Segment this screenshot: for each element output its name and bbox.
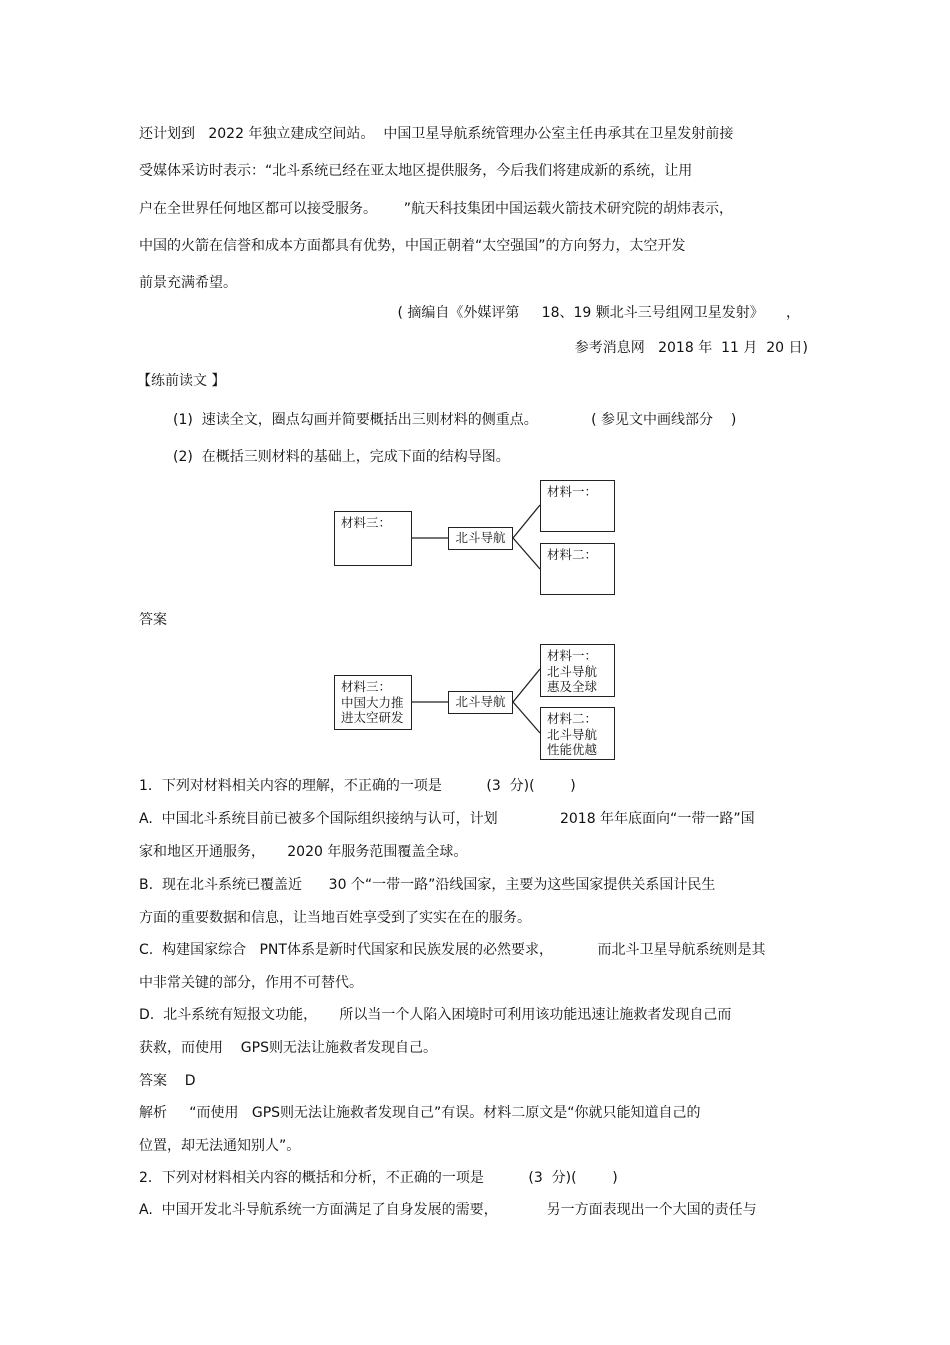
prereading-question-1: (1) 速读全文，圈点勾画并简要概括出三则材料的侧重点。 ( 参见文中画线部分 ) [173,412,737,428]
q1-option-a-line-1: A. 中国北斗系统目前已被多个国际组织接纳与认可，计划 2018 年年底面向“一带一路”国 [139,811,755,827]
q2-option-a-line-1: A. 中国开发北斗导航系统一方面满足了自身发展的需要， 另一方面表现出一个大国的责任与 [139,1202,757,1218]
passage-line-3: 户在全世界任何地区都可以接受服务。 ”航天科技集团中国运载火箭技术研究院的胡炜表示， [139,201,733,217]
question-1: 1．下列对材料相关内容的理解，不正确的一项是 (3 分)( ) [139,778,576,794]
prereading-heading: 【练前读文 】 [137,373,226,389]
q1-option-b-line-1: B. 现在北斗系统已覆盖近 30 个“一带一路”沿线国家，主要为这些国家提供关系国计民生 [139,877,716,893]
diagram-answer-center: 北斗导航 [448,691,513,714]
passage-line-4: 中国的火箭在信誉和成本方面都具有优势，中国正朝着“太空强国”的方向努力，太空开发 [139,238,686,254]
diagram-blank-material-1: 材料一： [540,480,615,532]
diagram-blank-material-2: 材料二： [540,543,615,595]
q1-option-b-line-2: 方面的重要数据和信息，让当地百姓享受到了实实在在的服务。 [139,910,531,926]
question-2: 2．下列对材料相关内容的概括和分析，不正确的一项是 (3 分)( ) [139,1170,618,1186]
passage-line-5: 前景充满希望。 [139,275,237,291]
source-citation-1: ( 摘编自《外媒评第 18、19 颗北斗三号组网卫星发射》 ， [397,305,800,321]
q1-analysis-line-2: 位置，却无法通知别人”。 [139,1138,301,1154]
diagram-answer-material-3: 材料三： 中国大力推 进太空研发 [334,675,412,730]
passage-line-2: 受媒体采访时表示：“北斗系统已经在亚太地区提供服务，今后我们将建成新的系统，让用 [139,163,693,179]
q1-option-d-line-2: 获救，而使用 GPS则无法让施救者发现自己。 [139,1040,437,1056]
q1-option-d-line-1: D. 北斗系统有短报文功能， 所以当一个人陷入困境时可利用该功能迅速让施救者发现自己而 [139,1007,732,1023]
q1-analysis-line-1: 解析 “而使用 GPS则无法让施救者发现自己”有误。材料二原文是“你就只能知道自己的 [139,1105,701,1121]
q1-option-a-line-2: 家和地区开通服务， 2020 年服务范围覆盖全球。 [139,844,468,860]
diagram-blank-material-3: 材料三： [334,511,412,566]
diagram-answer-material-1: 材料一： 北斗导航 惠及全球 [540,644,615,697]
prereading-question-2: (2) 在概括三则材料的基础上，完成下面的结构导图。 [173,449,510,465]
diagram-blank-center: 北斗导航 [448,527,513,550]
source-citation-2: 参考消息网 2018 年 11 月 20 日) [574,340,808,356]
q1-option-c-line-2: 中非常关键的部分，作用不可替代。 [139,975,363,991]
diagram-answer-material-2: 材料二： 北斗导航 性能优越 [540,707,615,760]
q1-option-c-line-1: C. 构建国家综合 PNT体系是新时代国家和民族发展的必然要求， 而北斗卫星导航系统则是其 [139,942,766,958]
q1-answer: 答案 D [139,1073,196,1089]
passage-line-1: 还计划到 2022 年独立建成空间站。 中国卫星导航系统管理办公室主任冉承其在卫星发射前接 [139,126,734,142]
answer-label: 答案 [139,612,167,628]
